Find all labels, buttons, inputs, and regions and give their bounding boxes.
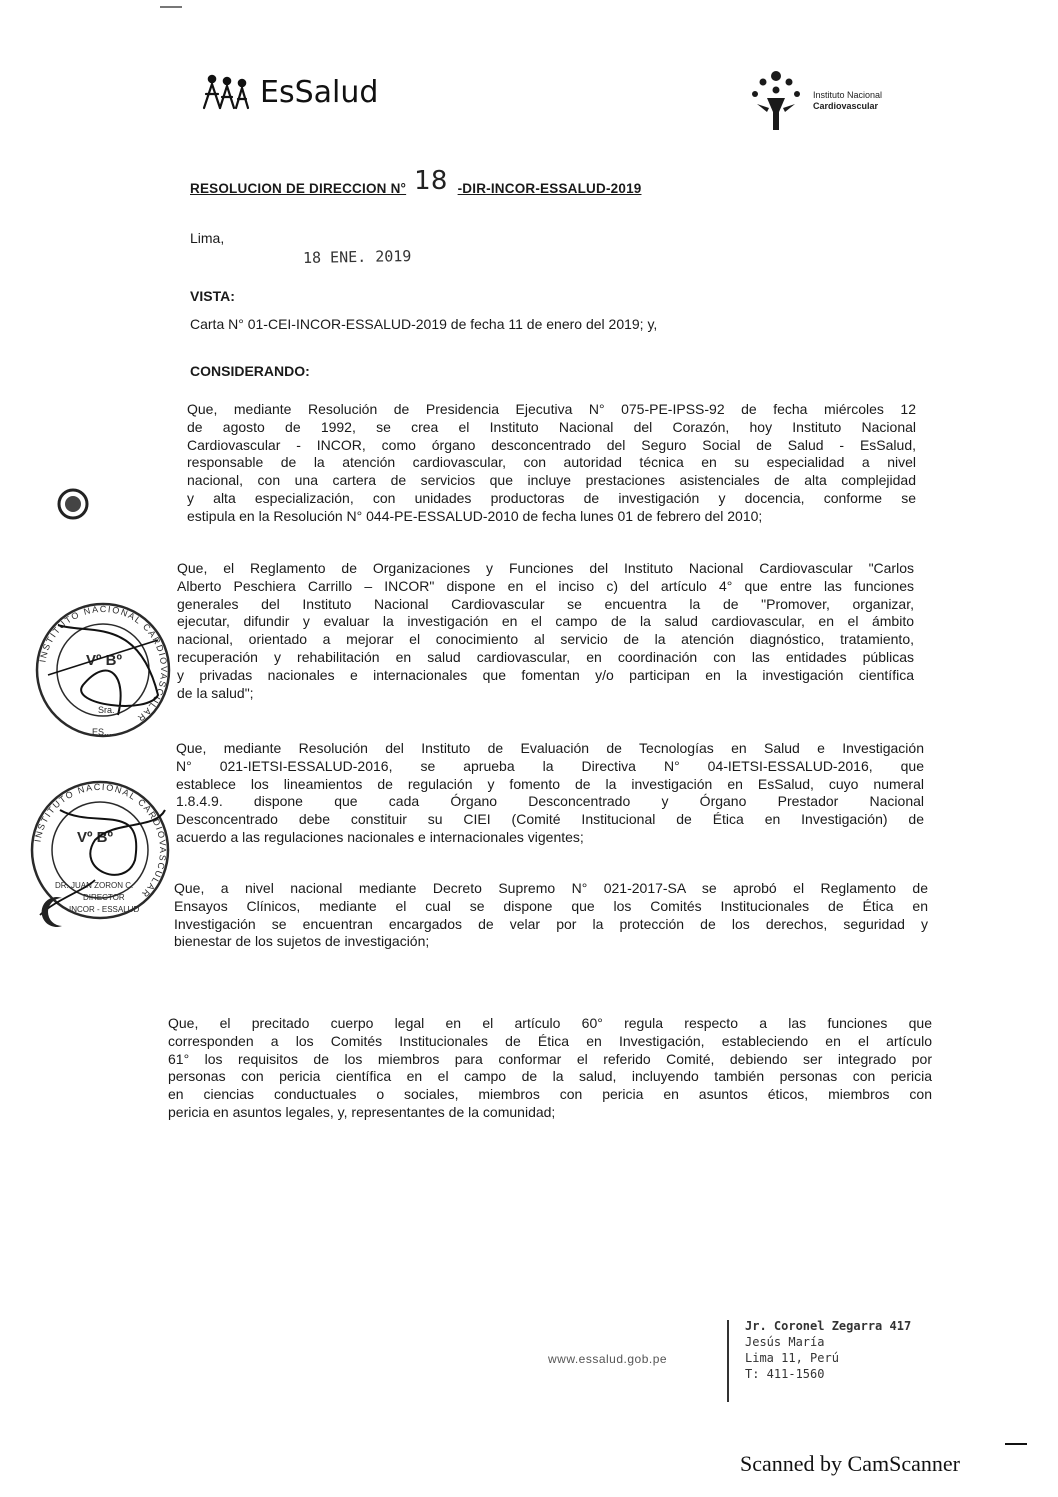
stamp-2-line1: DR. JUAN ZORON C. xyxy=(55,881,134,890)
essalud-logo xyxy=(200,72,378,112)
resolution-number: 18 xyxy=(414,166,448,196)
approval-stamp-1 xyxy=(28,595,178,745)
incor-logo xyxy=(745,68,882,134)
stamp-2-line2: DIRECTOR xyxy=(83,893,125,902)
date-stamp: 18 ENE. 2019 xyxy=(302,247,412,267)
title-prefix: RESOLUCION DE DIRECCION N° xyxy=(190,181,407,196)
stamp-1-center: Vº Bº xyxy=(86,652,122,669)
place-label: Lima, xyxy=(190,230,225,246)
incor-logo-icon xyxy=(745,68,807,134)
stamp-1-lower: Sra. xyxy=(98,705,115,715)
paragraph-3: Que, mediante Resolución del Instituto de Evaluación de Tecnologías en Salud e Investigación N° 021-IETSI-ESSALUD-2016, se aprueba la Directiva N° 04-IETSI-ESSALUD-2016, que establece los lineamientos de regulación y fomento de la investigación en EsSalud, cuyo numeral 1.8.4.9. dispone que cada Órgano Desconcentrado y Órgano Prestador Nacional Desconcentrado debe constituir su CIEI (Comité Institucional de Ética en Investigación) de acuerdo a las regulaciones nacionales e internacionales vigentes; xyxy=(176,740,924,845)
footer-website: www.essalud.gob.pe xyxy=(548,1352,668,1366)
stamp-1-ring-text: INSTITUTO NACIONAL CARDIOVASCULAR xyxy=(37,603,170,725)
resolution-title xyxy=(190,166,642,200)
incor-logo-text: Instituto Nacional Cardiovascular xyxy=(813,90,883,111)
stamp-2-ring-text: INSTITUTO NACIONAL CARDIOVASCULAR xyxy=(32,781,169,901)
stamp-2-line3: INCOR - ESSALUD xyxy=(69,905,140,914)
paragraph-2: Que, el Reglamento de Organizaciones y Funciones del Instituto Nacional Cardiovascular "Carlos Alberto Peschiera Carrillo – INCOR" dispone en el inciso c) del artículo 4° que entre las funciones generales del Instituto Nacional Cardiovascular se encuentra la de "Promover, organizar, ejecutar, difundir y evaluar la investigación en el campo de la salud cardiovascular, en el ámbito nacional, orientado a mejorar el conocimiento al servicio de la atención diagnóstico, tratamiento, recuperación y rehabilitación en salud cardiovascular, en coordinación con las entidades públicas y privadas nacionales e internacionales que fomentan y/o participan en la investigación científica de la salud"; xyxy=(177,560,914,701)
margin-mark-icon xyxy=(40,895,70,929)
title-suffix: -DIR-INCOR-ESSALUD-2019 xyxy=(457,181,642,196)
stamp-2-center: Vº Bº xyxy=(77,829,113,846)
vista-heading: VISTA: xyxy=(190,288,235,304)
vista-text: Carta N° 01-CEI-INCOR-ESSALUD-2019 de fecha 11 de enero del 2019; y, xyxy=(190,316,658,332)
considerando-heading: CONSIDERANDO: xyxy=(190,363,310,379)
footer-divider xyxy=(727,1320,729,1402)
camscanner-watermark: Scanned by CamScanner xyxy=(740,1451,960,1476)
footer-address: Jr. Coronel Zegarra 417 Jesús María Lima 11, Perú T: 411-1560 xyxy=(745,1319,912,1381)
stamp-1-bottom: ES... xyxy=(92,727,112,737)
essalud-logo-icon xyxy=(200,72,254,112)
paragraph-5: Que, el precitado cuerpo legal en el artículo 60° regula respecto a las funciones que corresponden a los Comités Institucionales de Ética en Investigación, estableciendo en el artículo 61° los requisitos de los miembros para conformar el referido Comité, debiendo ser integrado por personas con pericia científica en el campo de la salud, incluyendo también personas con pericia en ciencias conductuales o sociales, miembros con pericia en asuntos éticos, miembros con pericia en asuntos legales, y, representantes de la comunidad; xyxy=(168,1015,932,1120)
paragraph-4: Que, a nivel nacional mediante Decreto Supremo N° 021-2017-SA se aprobó el Reglamento de Ensayos Clínicos, mediante el cual se dispone que los Comités Institucionales de Ética en Investigación se encuentran encargados de velar por la protección de los derechos, seguridad y bienestar de los sujetos de investigación; xyxy=(174,880,928,950)
watermark-mark xyxy=(1005,1443,1027,1445)
punch-hole-icon xyxy=(55,486,91,522)
paragraph-1: Que, mediante Resolución de Presidencia Ejecutiva N° 075-PE-IPSS-92 de fecha miércoles 12 de agosto de 1992, se crea el Instituto Nacional del Corazón, hoy Instituto Nacional Cardiovascular - INCOR, como órgano desconcentrado del Seguro Social de Salud - EsSalud, responsable de la atención cardiovascular, con autoridad técnica en su especialidad a nivel nacional, con una cartera de servicios que incluye prestaciones asistenciales de alta complejidad y alta especialización, con unidades productoras de investigación y docencia, conforme se estipula en la Resolución N° 044-PE-ESSALUD-2010 de fecha lunes 01 de febrero del 2010; xyxy=(187,401,916,524)
essalud-logo-text: EsSalud xyxy=(260,74,379,110)
scan-mark xyxy=(160,6,182,8)
